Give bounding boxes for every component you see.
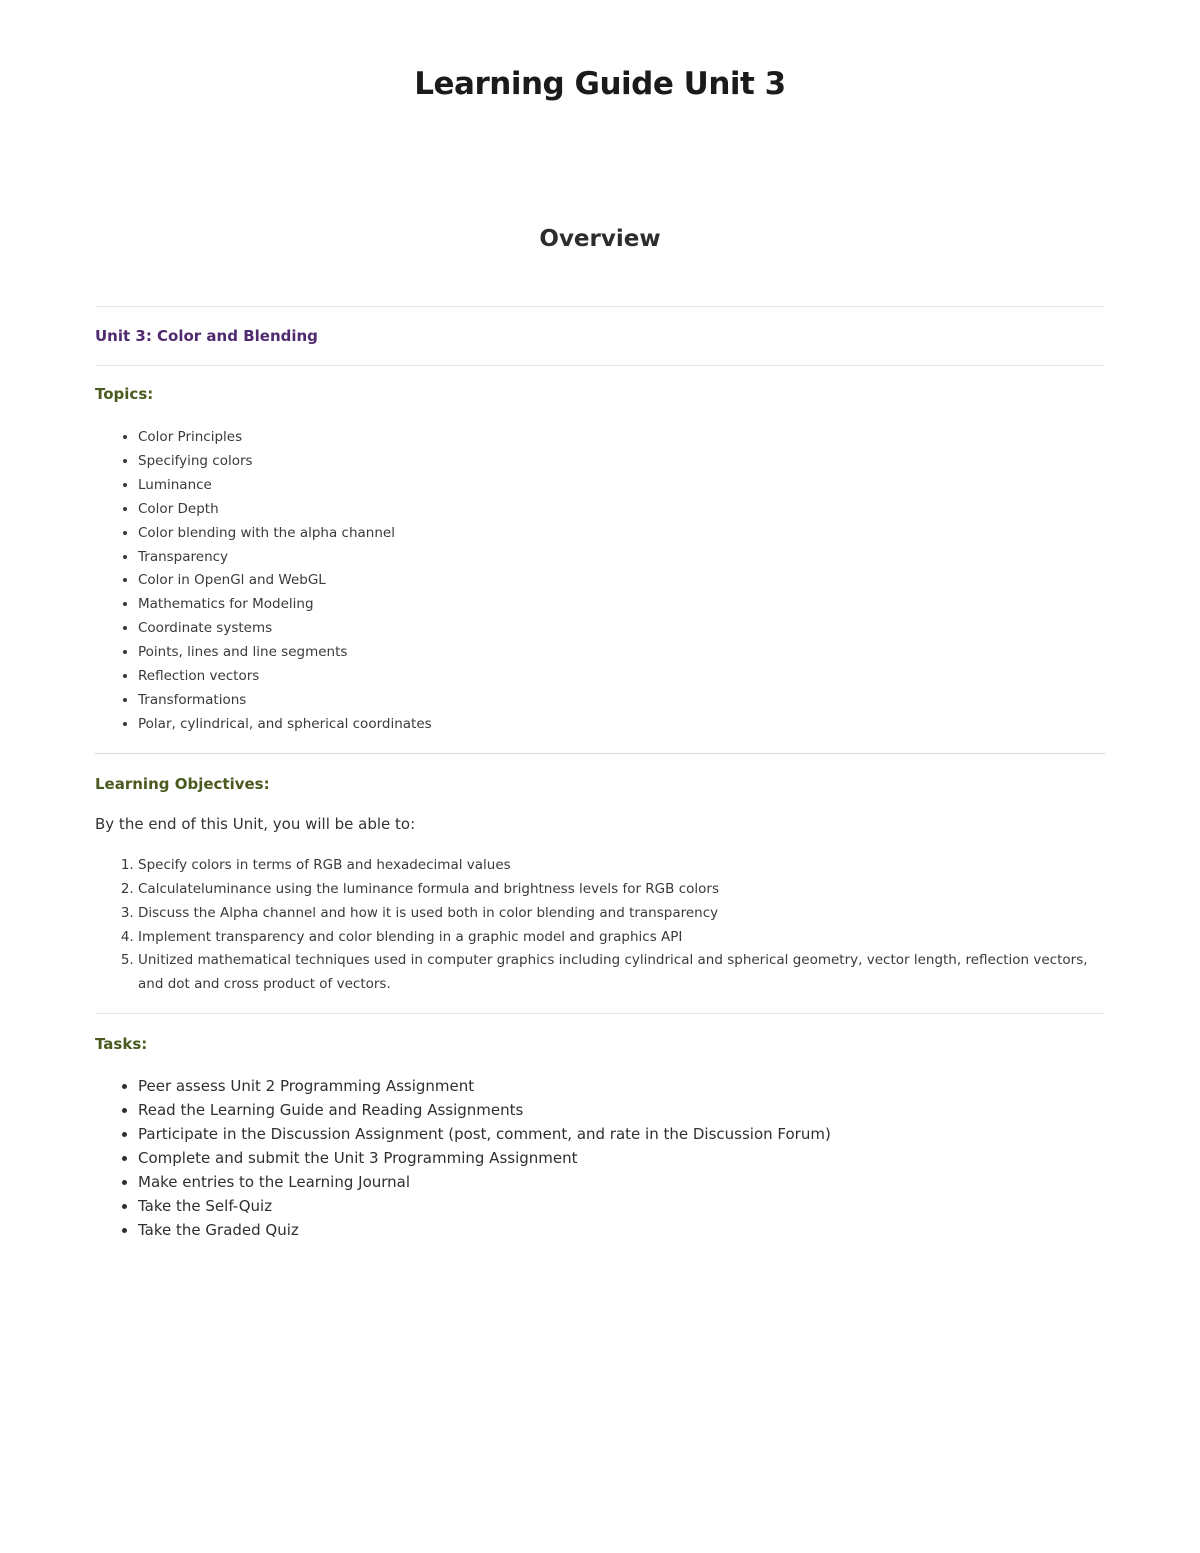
topic-item: • Color blending with the alpha channel	[138, 522, 1105, 546]
overview-content	[95, 306, 1105, 1243]
page-title: Learning Guide Unit 3	[414, 66, 786, 102]
topic-item: • Transformations	[138, 689, 1105, 713]
unit-title: Unit 3: Color and Blending	[95, 327, 318, 345]
tasks-label: Tasks:	[95, 1035, 148, 1054]
topic-item: • Coordinate systems	[138, 617, 1105, 641]
learning-objectives-label: Learning Objectives:	[95, 774, 270, 793]
task-item: • Read the Learning Guide and Reading Assignments	[138, 1099, 1105, 1123]
task-item: • Make entries to the Learning Journal	[138, 1171, 1105, 1195]
topics-list	[95, 426, 1105, 737]
topic-item: • Color Principles	[138, 426, 1105, 450]
overview-heading: Overview	[539, 226, 661, 252]
objective-item: 3. Discuss the Alpha channel and how it is used both in color blending and transparency	[138, 902, 1105, 926]
objectives-intro: By the end of this Unit, you will be able to:	[95, 814, 416, 833]
objectives-list	[95, 854, 1105, 997]
divider	[95, 753, 1105, 754]
topic-item: • Polar, cylindrical, and spherical coordinates	[138, 713, 1105, 737]
topic-item: • Color Depth	[138, 498, 1105, 522]
objective-item: 4. Implement transparency and color blending in a graphic model and graphics API	[138, 926, 1105, 950]
topic-item: • Reflection vectors	[138, 665, 1105, 689]
objective-item: 1. Specify colors in terms of RGB and hexadecimal values	[138, 854, 1105, 878]
topic-item: • Transparency	[138, 546, 1105, 570]
topic-item: • Luminance	[138, 474, 1105, 498]
divider	[95, 365, 1105, 366]
task-item: • Take the Graded Quiz	[138, 1219, 1105, 1243]
topic-item: • Color in OpenGl and WebGL	[138, 569, 1105, 593]
task-item: • Complete and submit the Unit 3 Programming Assignment	[138, 1147, 1105, 1171]
topic-item: • Points, lines and line segments	[138, 641, 1105, 665]
tasks-list	[95, 1075, 1105, 1242]
topic-item: • Specifying colors	[138, 450, 1105, 474]
topics-label: Topics:	[95, 385, 154, 403]
objective-item: 5. Unitized mathematical techniques used in computer graphics including cylindrical and spherical geometry, vector length, reflection vectors, and dot and cross product of vectors.	[138, 949, 1105, 997]
task-item: • Peer assess Unit 2 Programming Assignment	[138, 1075, 1105, 1099]
task-item: • Participate in the Discussion Assignment (post, comment, and rate in the Discussion Forum)	[138, 1123, 1105, 1147]
task-item: • Take the Self-Quiz	[138, 1195, 1105, 1219]
topic-item: • Mathematics for Modeling	[138, 593, 1105, 617]
divider	[95, 1013, 1105, 1014]
objective-item: 2. Calculateluminance using the luminance formula and brightness levels for RGB colors	[138, 878, 1105, 902]
